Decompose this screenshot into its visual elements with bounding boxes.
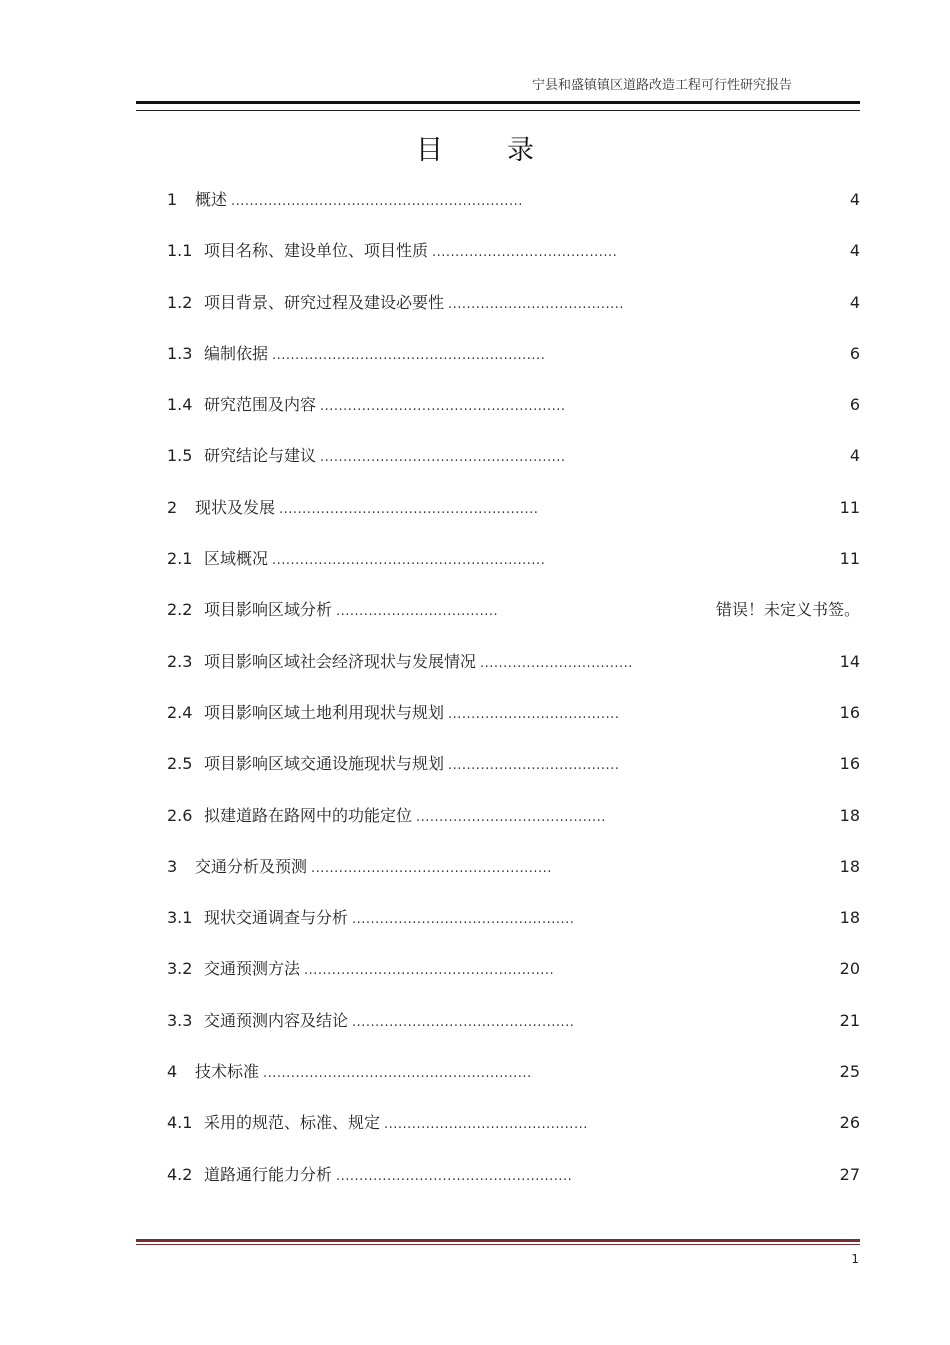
toc-entry-leader: ...................................... — [448, 296, 625, 312]
toc-entry-page: 26 — [839, 1113, 860, 1133]
toc-entry[interactable] — [167, 442, 860, 493]
toc-entry-leader: ..................................... — [448, 758, 620, 774]
toc-entry[interactable] — [167, 596, 860, 647]
toc-entry-number: 2.4 — [167, 702, 193, 722]
toc-entry-leader: ..................................................... — [320, 399, 566, 415]
toc-entry-leader: ........................................................... — [272, 347, 546, 363]
header-rule-thin — [136, 110, 860, 111]
toc-entry-page: 4 — [849, 292, 860, 312]
header-title: 宁县和盛镇镇区道路改造工程可行性研究报告 — [531, 78, 792, 93]
toc-entry-number: 3.1 — [167, 908, 193, 928]
toc-title: 目录 — [416, 135, 598, 166]
toc-entry-number: 2.5 — [167, 754, 193, 774]
toc-entry-title: 研究范围及内容 — [204, 395, 317, 415]
toc-entry-page: 11 — [839, 497, 860, 517]
toc-entry-leader: .......................................................... — [263, 1066, 532, 1082]
toc-list — [167, 186, 860, 1212]
toc-entry[interactable] — [167, 853, 860, 904]
toc-entry[interactable] — [167, 237, 860, 288]
toc-entry[interactable] — [167, 1007, 860, 1058]
toc-entry-leader: ............................................ — [384, 1117, 588, 1133]
toc-entry-page: 18 — [839, 908, 860, 928]
toc-entry[interactable] — [167, 1109, 860, 1160]
toc-entry-leader: ............................................................... — [231, 194, 523, 209]
toc-entry-page: 11 — [839, 549, 860, 569]
toc-entry-page: 20 — [839, 959, 860, 979]
toc-entry-title: 区域概况 — [204, 549, 269, 569]
toc-entry-leader: ..................................................... — [320, 450, 566, 466]
toc-entry-page: 18 — [839, 805, 860, 825]
toc-entry[interactable] — [167, 545, 860, 596]
toc-entry-title: 采用的规范、标准、规定 — [204, 1113, 381, 1133]
toc-entry-title: 道路通行能力分析 — [204, 1164, 333, 1184]
toc-entry-number: 1 — [167, 190, 178, 209]
toc-entry[interactable] — [167, 955, 860, 1006]
toc-entry-page: 4 — [849, 446, 860, 466]
toc-entry[interactable] — [167, 699, 860, 750]
toc-entry-title: 项目影响区域土地利用现状与规划 — [204, 702, 445, 722]
toc-entry-page: 16 — [839, 754, 860, 774]
toc-entry-title: 编制依据 — [204, 343, 269, 363]
toc-entry-leader: ................................. — [480, 655, 633, 671]
toc-entry-leader: ......................................... — [416, 809, 606, 825]
toc-entry[interactable] — [167, 340, 860, 391]
toc-entry[interactable] — [167, 391, 860, 442]
toc-entry[interactable] — [167, 1058, 860, 1109]
toc-entry-leader: ........................................................ — [279, 501, 539, 517]
toc-entry-number: 2.2 — [167, 600, 193, 620]
toc-entry-title: 项目影响区域交通设施现状与规划 — [204, 754, 445, 774]
toc-entry-number: 2.6 — [167, 805, 193, 825]
toc-entry[interactable] — [167, 186, 860, 237]
toc-entry-leader: ................................................ — [352, 1014, 575, 1030]
page-number: 1 — [851, 1252, 859, 1266]
toc-entry-page: 4 — [849, 190, 860, 209]
toc-entry[interactable] — [167, 494, 860, 545]
toc-entry-number: 4 — [167, 1062, 178, 1082]
toc-entry-title: 项目背景、研究过程及建设必要性 — [204, 292, 445, 312]
toc-entry-page: 18 — [839, 856, 860, 876]
toc-entry-number: 2 — [167, 497, 178, 517]
toc-entry-title: 技术标准 — [195, 1062, 260, 1082]
toc-entry-title: 交通分析及预测 — [195, 856, 308, 876]
toc-entry-page: 错误！未定义书签。 — [715, 600, 860, 620]
toc-entry-leader: ..................................... — [448, 706, 620, 722]
footer-rule-thick — [136, 1239, 860, 1242]
toc-entry-leader: ........................................................... — [272, 553, 546, 569]
toc-entry-number: 3.2 — [167, 959, 193, 979]
toc-entry-title: 项目影响区域社会经济现状与发展情况 — [204, 651, 477, 671]
toc-entry-page: 4 — [849, 241, 860, 261]
toc-entry-number: 1.2 — [167, 292, 193, 312]
toc-entry-page: 16 — [839, 702, 860, 722]
toc-entry-number: 2.3 — [167, 651, 193, 671]
toc-entry-leader: ................................................ — [352, 912, 575, 928]
toc-entry-number: 3.3 — [167, 1010, 193, 1030]
toc-entry-title: 概述 — [195, 190, 228, 209]
toc-entry-page: 6 — [849, 395, 860, 415]
toc-entry-leader: ................................................... — [336, 1168, 573, 1184]
toc-entry-number: 1.1 — [167, 241, 193, 261]
toc-entry-number: 3 — [167, 856, 178, 876]
toc-entry[interactable] — [167, 289, 860, 340]
toc-entry-title: 拟建道路在路网中的功能定位 — [204, 805, 413, 825]
toc-entry-title: 交通预测内容及结论 — [204, 1010, 349, 1030]
toc-entry-page: 21 — [839, 1010, 860, 1030]
toc-entry-leader: .................................................... — [311, 860, 552, 876]
toc-entry-number: 1.5 — [167, 446, 193, 466]
toc-entry-page: 25 — [839, 1062, 860, 1082]
toc-entry[interactable] — [167, 904, 860, 955]
toc-entry-title: 研究结论与建议 — [204, 446, 317, 466]
toc-entry-title: 项目影响区域分析 — [204, 600, 333, 620]
footer-rule-thin — [136, 1244, 860, 1245]
toc-entry-title: 现状及发展 — [195, 497, 276, 517]
toc-entry[interactable] — [167, 1161, 860, 1212]
toc-entry-page: 6 — [849, 343, 860, 363]
toc-entry[interactable] — [167, 648, 860, 699]
toc-entry-page: 14 — [839, 651, 860, 671]
toc-entry[interactable] — [167, 802, 860, 853]
toc-entry-number: 4.2 — [167, 1164, 193, 1184]
toc-entry-title: 现状交通调查与分析 — [204, 908, 349, 928]
toc-entry-number: 1.3 — [167, 343, 193, 363]
toc-entry[interactable] — [167, 750, 860, 801]
toc-entry-number: 2.1 — [167, 549, 193, 569]
toc-entry-leader: ...................................................... — [304, 963, 555, 979]
toc-entry-leader: ........................................ — [432, 245, 618, 261]
toc-entry-number: 1.4 — [167, 395, 193, 415]
toc-entry-page: 27 — [839, 1164, 860, 1184]
toc-entry-title: 项目名称、建设单位、项目性质 — [204, 241, 429, 261]
header-rule-thick — [136, 101, 860, 104]
toc-entry-title: 交通预测方法 — [204, 959, 301, 979]
toc-entry-leader: ................................... — [336, 604, 499, 620]
toc-entry-number: 4.1 — [167, 1113, 193, 1133]
